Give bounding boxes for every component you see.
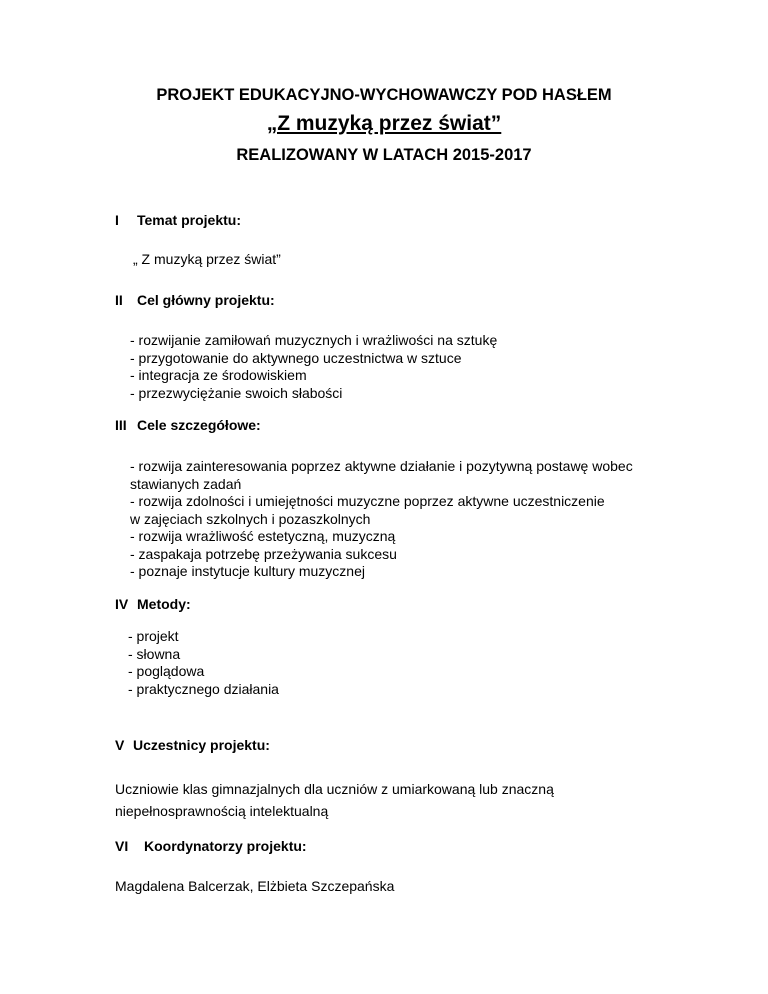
section-2-numeral: II bbox=[115, 292, 123, 308]
section-4-numeral: IV bbox=[115, 596, 129, 612]
section-1-numeral: I bbox=[115, 212, 119, 228]
section-6-numeral: VI bbox=[115, 838, 129, 854]
section-5-numeral: V bbox=[115, 737, 125, 753]
list-item: - rozwija zdolności i umiejętności muzyczne poprzez aktywne uczestniczenie bbox=[130, 493, 605, 509]
section-3-list bbox=[130, 458, 633, 581]
section-3-title: Cele szczegółowe: bbox=[137, 417, 261, 433]
list-item: - praktycznego działania bbox=[128, 680, 279, 697]
section-2-list bbox=[130, 332, 497, 402]
list-item: - przygotowanie do aktywnego uczestnictwa w sztuce bbox=[130, 349, 462, 366]
list-item: - poznaje instytucje kultury muzycznej bbox=[130, 563, 365, 579]
list-item: - integracja ze środowiskiem bbox=[130, 367, 307, 383]
paragraph-line: niepełnosprawnością intelektualną bbox=[115, 803, 329, 819]
section-3-numeral: III bbox=[115, 417, 127, 433]
document-title-line-1: PROJEKT EDUKACYJNO-WYCHOWAWCZY POD HASŁEM bbox=[156, 86, 612, 104]
paragraph-line: Uczniowie klas gimnazjalnych dla uczniów z umiarkowaną lub znaczną bbox=[115, 781, 554, 797]
section-5-title: Uczestnicy projektu: bbox=[133, 737, 270, 753]
section-6-text: Magdalena Balcerzak, Elżbieta Szczepańska bbox=[115, 878, 395, 894]
section-1-text: „ Z muzyką przez świat” bbox=[133, 251, 281, 267]
document-title-project-name: „Z muzyką przez świat” bbox=[266, 112, 502, 135]
list-item: - rozwija wrażliwość estetyczną, muzyczną bbox=[130, 528, 396, 544]
list-item: - projekt bbox=[128, 628, 179, 644]
list-item: - rozwijanie zamiłowań muzycznych i wrażliwości na sztukę bbox=[130, 332, 498, 348]
section-4-list bbox=[128, 628, 279, 698]
list-item: - zaspakaja potrzebę przeżywania sukcesu bbox=[130, 545, 397, 562]
list-item: - słowna bbox=[128, 645, 181, 662]
section-5-text bbox=[115, 778, 554, 822]
list-item: - poglądowa bbox=[128, 663, 205, 679]
section-1-title: Temat projektu: bbox=[137, 212, 241, 228]
document-title-line-3: REALIZOWANY W LATACH 2015-2017 bbox=[236, 146, 532, 164]
list-item: w zajęciach szkolnych i pozaszkolnych bbox=[130, 510, 371, 527]
list-item: - przezwyciężanie swoich słabości bbox=[130, 384, 343, 401]
section-2-title: Cel główny projektu: bbox=[137, 292, 275, 308]
list-item: stawianych zadań bbox=[130, 475, 242, 492]
section-6-title: Koordynatorzy projektu: bbox=[144, 838, 307, 854]
list-item: - rozwija zainteresowania poprzez aktywne działanie i pozytywną postawę wobec bbox=[130, 458, 633, 474]
section-4-title: Metody: bbox=[137, 596, 191, 612]
